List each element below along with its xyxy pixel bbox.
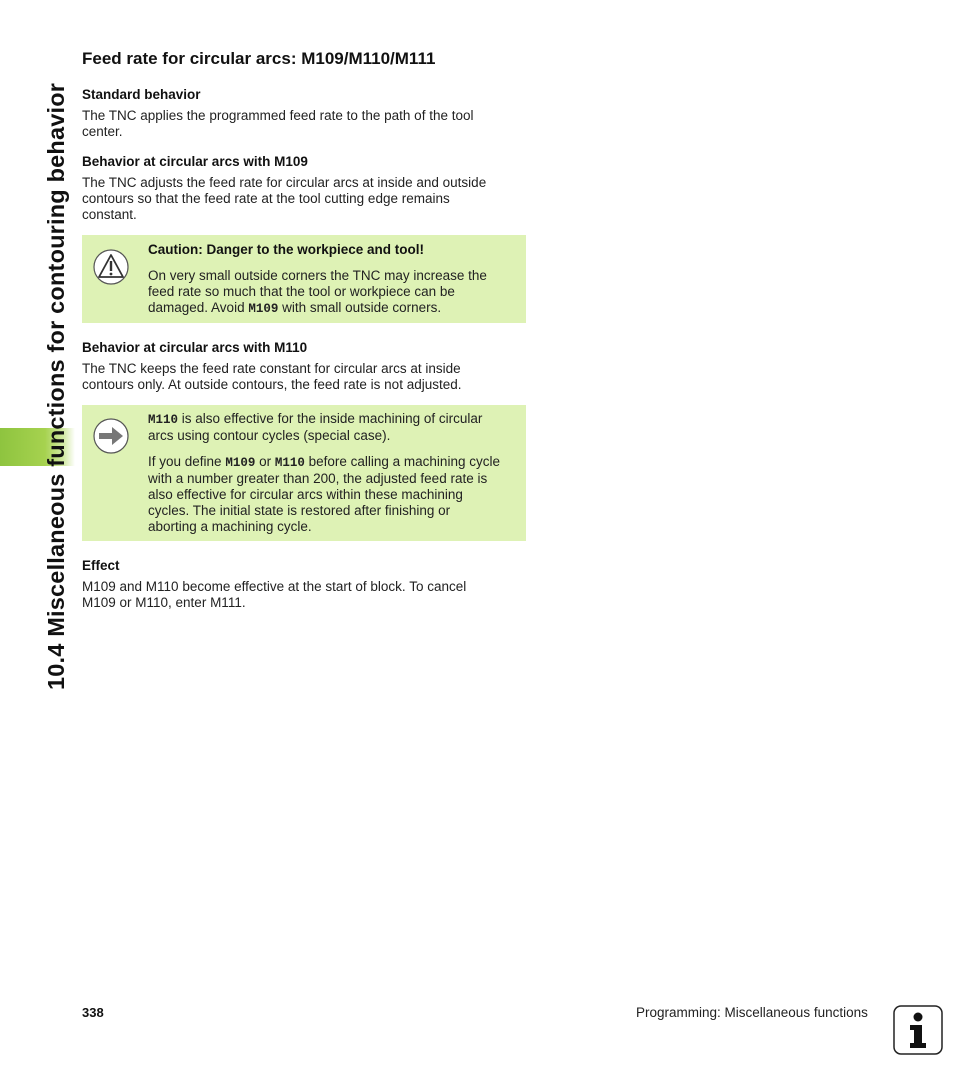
caution-text: Caution: Danger to the workpiece and tool! On very small outside corners the TNC may increase the feed rate so much that the tool or workpiece can be damaged. Avoid M109 with small outside corners. xyxy=(148,242,518,317)
m110-heading: Behavior at circular arcs with M110 xyxy=(82,340,308,355)
warning-triangle-icon xyxy=(93,249,129,285)
code-m110: M110 xyxy=(148,413,179,427)
page-number: 338 xyxy=(82,1005,104,1020)
caution-title: Caution: Danger to the workpiece and tool! xyxy=(148,242,425,257)
chapter-side-title: 10.4 Miscellaneous functions for contouring behavior xyxy=(43,82,69,690)
effect-heading: Effect xyxy=(82,558,120,573)
tip-box xyxy=(82,405,526,541)
m110-text: The TNC keeps the feed rate constant for circular arcs at inside contours only. At outside contours, the feed rate is not adjusted. xyxy=(82,361,462,392)
footer-chapter: Programming: Miscellaneous functions xyxy=(636,1005,868,1020)
code-m109: M109 xyxy=(248,302,279,316)
standard-behavior-heading: Standard behavior xyxy=(82,87,201,102)
arrow-right-icon xyxy=(93,418,129,454)
code-m110: M110 xyxy=(274,456,305,470)
section-title: Feed rate for circular arcs: M109/M110/M111 xyxy=(82,49,436,68)
tip-text: M110 is also effective for the inside machining of circular arcs using contour cycles (special case). If you define M109 or M110 before calling a machining cycle with a number greater than 200, the adjusted feed rate is also effective for circular arcs within these machining cycles. The initial state is restored after finishing or aborting a machining cycle. xyxy=(148,411,500,534)
info-icon xyxy=(893,1005,943,1055)
caution-box xyxy=(82,235,526,323)
m109-heading: Behavior at circular arcs with M109 xyxy=(82,154,308,169)
m109-text: The TNC adjusts the feed rate for circular arcs at inside and outside contours so that the feed rate at the tool cutting edge remains constant. xyxy=(82,175,487,222)
effect-text: M109 and M110 become effective at the start of block. To cancel M109 or M110, enter M111. xyxy=(82,579,467,610)
standard-behavior-text: The TNC applies the programmed feed rate to the path of the tool center. xyxy=(82,108,474,139)
code-m109: M109 xyxy=(225,456,256,470)
